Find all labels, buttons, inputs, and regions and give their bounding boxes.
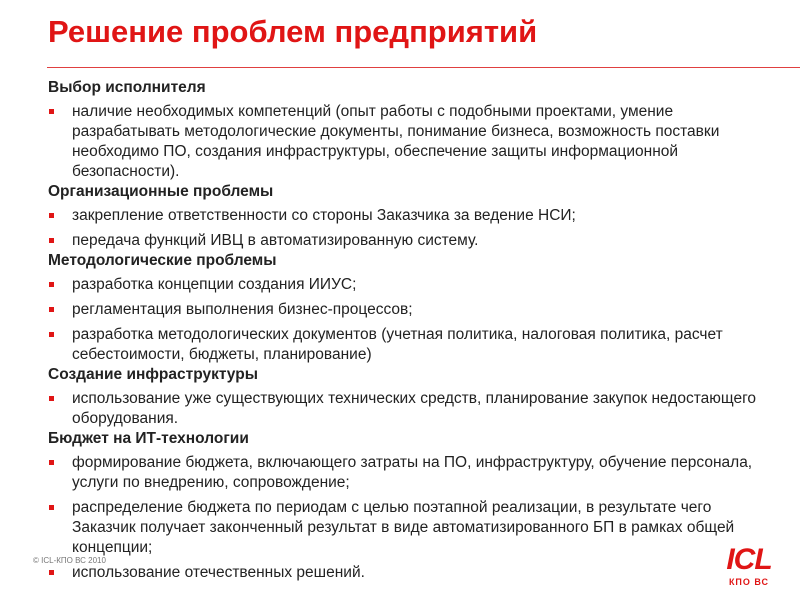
bullet-square-icon xyxy=(49,238,54,243)
slide-content xyxy=(48,78,778,583)
bullet-square-icon xyxy=(49,332,54,337)
section-heading: Методологические проблемы xyxy=(48,252,277,269)
bullet-square-icon xyxy=(49,307,54,312)
bullet-item xyxy=(48,563,778,583)
bullet-text: передача функций ИВЦ в автоматизированную систему. xyxy=(72,232,479,249)
copyright-text: © ICL-КПО ВС 2010 xyxy=(33,556,106,565)
bullet-item xyxy=(48,389,778,429)
bullet-square-icon xyxy=(49,282,54,287)
logo-name: ICL xyxy=(726,543,772,576)
bullet-text: разработка методологических документов (учетная политика, налоговая политика, расчет себестоимости, бюджеты, планирование) xyxy=(72,326,723,363)
bullet-text: закрепление ответственности со стороны Заказчика за ведение НСИ; xyxy=(72,207,576,224)
bullet-text: разработка концепции создания ИИУС; xyxy=(72,276,357,293)
bullet-item xyxy=(48,231,778,251)
bullet-item xyxy=(48,300,778,320)
bullet-text: формирование бюджета, включающего затраты на ПО, инфраструктуру, обучение персонала, услуги по внедрению, сопровождение; xyxy=(72,454,753,491)
section-heading: Создание инфраструктуры xyxy=(48,366,258,383)
bullet-square-icon xyxy=(49,460,54,465)
bullet-square-icon xyxy=(49,213,54,218)
bullet-text: использование уже существующих технических средств, планирование закупок недостающего оборудования. xyxy=(72,390,757,427)
bullet-item xyxy=(48,206,778,226)
bullet-item xyxy=(48,325,778,365)
logo-subtitle: КПО ВС xyxy=(728,577,770,587)
bullet-square-icon xyxy=(49,505,54,510)
bullet-text: наличие необходимых компетенций (опыт работы с подобными проектами, умение разрабатывать методологические документы, понимание бизнеса, возможность поставки необходимо ПО, создания инфраструктуры, обеспечение защиты информационной безопасности). xyxy=(72,103,720,180)
bullet-item xyxy=(48,453,778,493)
bullet-text: использование отечественных решений. xyxy=(72,564,365,581)
section-heading: Организационные проблемы xyxy=(48,183,274,200)
slide-title: Решение проблем предприятий xyxy=(48,14,538,49)
icl-logo xyxy=(714,545,784,593)
bullet-text: регламентация выполнения бизнес-процессов; xyxy=(72,301,413,318)
bullet-item xyxy=(48,102,778,182)
bullet-item xyxy=(48,498,778,558)
bullet-square-icon xyxy=(49,109,54,114)
bullet-square-icon xyxy=(49,396,54,401)
bullet-text: распределение бюджета по периодам с целью поэтапной реализации, в результате чего Заказчик получает законченный результат в виде автоматизированного БП в рамках общей концепции; xyxy=(72,499,735,556)
bullet-square-icon xyxy=(49,570,54,575)
section-heading: Выбор исполнителя xyxy=(48,79,206,96)
bullet-item xyxy=(48,275,778,295)
section-heading: Бюджет на ИТ-технологии xyxy=(48,430,249,447)
title-divider xyxy=(47,67,800,68)
